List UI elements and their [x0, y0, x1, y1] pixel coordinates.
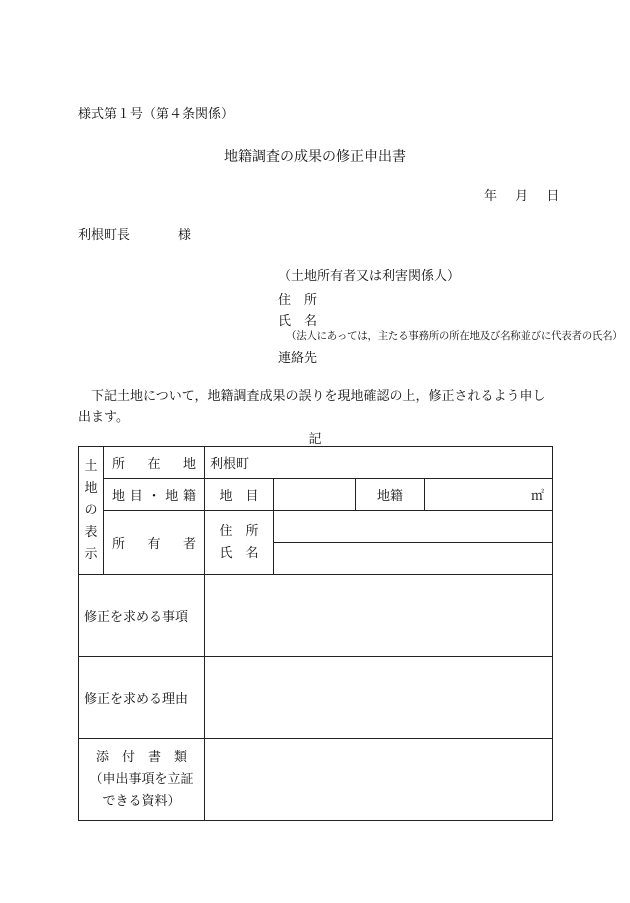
attachments-input[interactable]	[205, 739, 553, 821]
applicant-contact-label: 連絡先	[278, 351, 318, 366]
correction-reason-label: 修正を求める理由	[79, 657, 205, 739]
addressee-name: 利根町長	[78, 228, 131, 243]
attachments-label	[79, 739, 205, 821]
owner-address-label: 住 所	[219, 523, 259, 539]
date-day-label: 日	[546, 189, 560, 204]
area-input[interactable]	[425, 479, 553, 511]
correction-reason-input[interactable]	[205, 657, 553, 739]
correction-items-label: 修正を求める事項	[79, 575, 205, 657]
land-category-input[interactable]	[274, 479, 356, 511]
applicant-corporate-note: （法人にあっては，主たる事務所の所在地及び名称並びに代表者の氏名）	[286, 330, 623, 342]
location-label: 所 在 地	[104, 447, 205, 479]
correction-items-input[interactable]	[205, 575, 553, 657]
page-title: 地籍調査の成果の修正申出書	[224, 149, 406, 165]
owner-name-input[interactable]	[274, 543, 553, 575]
area-unit: ㎡	[531, 489, 545, 504]
attachments-label-line2: （申出事項を立証	[89, 771, 194, 787]
area-label: 地籍	[356, 479, 425, 511]
land-table	[78, 446, 553, 821]
lot-area-label: 地目・地籍	[104, 479, 205, 511]
owner-sub-labels	[205, 511, 274, 575]
attachments-label-line3: できる資料）	[102, 793, 181, 809]
owner-label: 所 有 者	[104, 511, 205, 575]
addressee	[78, 224, 191, 243]
addressee-honorific: 様	[178, 228, 192, 243]
date-year-label: 年	[484, 189, 498, 204]
request-statement	[78, 386, 552, 428]
land-display-label: 土地の表示	[84, 458, 98, 562]
applicant-heading: （土地所有者又は利害関係人）	[278, 269, 461, 284]
location-value[interactable]: 利根町	[205, 447, 553, 479]
land-display-label-cell	[79, 447, 104, 575]
form-id: 様式第１号（第４条関係）	[78, 107, 235, 122]
owner-name-label: 氏 名	[219, 545, 259, 561]
date-month-label: 月	[515, 189, 529, 204]
date-line	[484, 185, 559, 204]
attachments-label-line1: 添 付 書 類	[95, 749, 187, 765]
land-category-label: 地 目	[205, 479, 274, 511]
owner-address-input[interactable]	[274, 511, 553, 543]
ki-heading: 記	[308, 432, 322, 447]
applicant-name-label: 氏 名	[278, 314, 318, 329]
applicant-address-label: 住 所	[278, 293, 318, 308]
request-statement-text: 下記土地について，地籍調査成果の誤りを現地確認の上，修正されるよう申し出ます。	[78, 389, 546, 425]
